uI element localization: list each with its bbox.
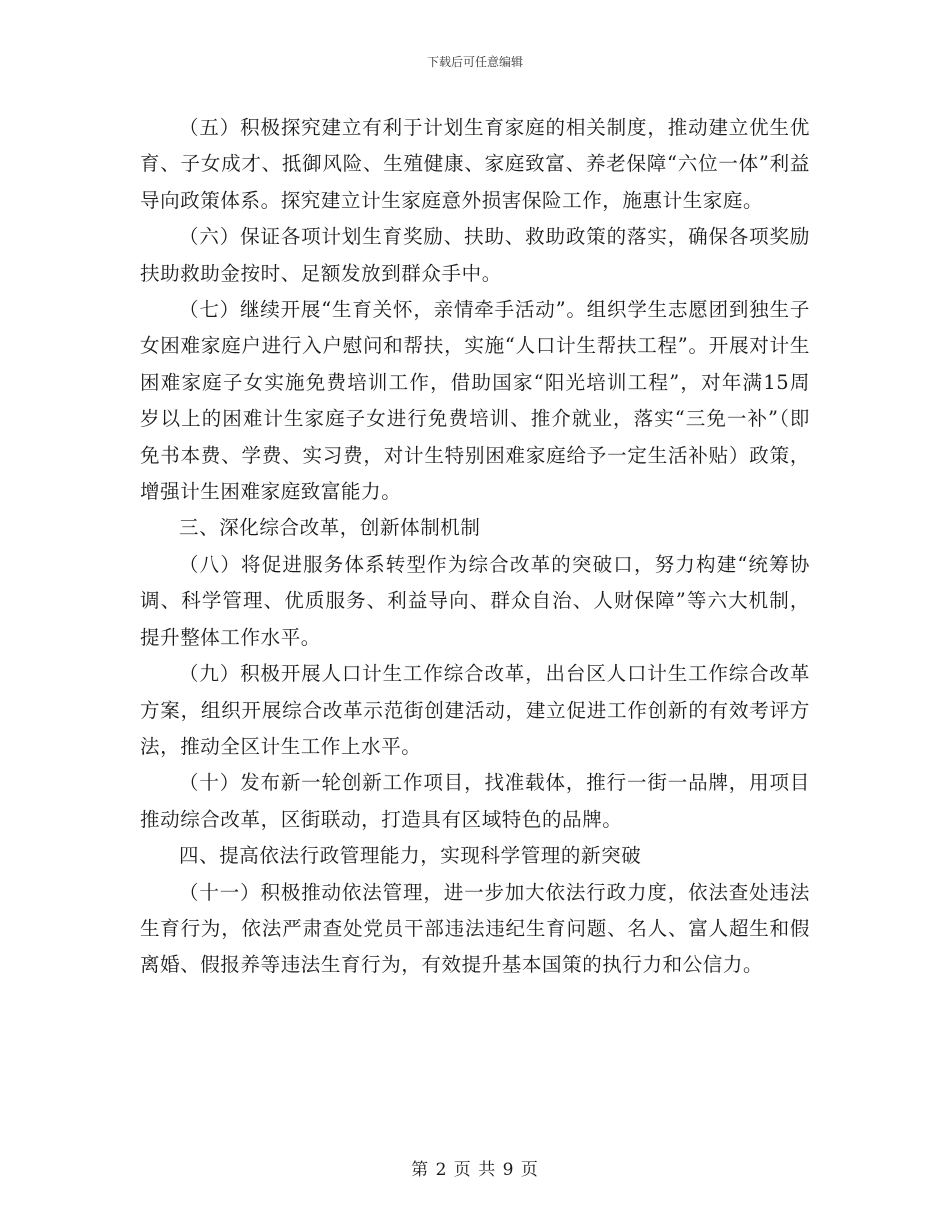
- section-heading-4: 四、提高依法行政管理能力，实现科学管理的新突破: [179, 844, 642, 868]
- paragraph-7: （七）继续开展“生育关怀，亲情牵手活动”。组织学生志愿团到独生子女困难家庭户进行入户慰问和帮扶，实施“人口计生帮扶工程”。开展对计生困难家庭子女实施免费培训工作，借助国家“阳光培训工程”，对年满15周岁以上的困难计生家庭子女进行免费培训、推介就业，落实“三免一补”（即免书本费、学费、实习费，对计生特别困难家庭给予一定生活补贴）政策，增强计生困难家庭致富能力。: [140, 298, 810, 504]
- document-body: [140, 110, 810, 984]
- paragraph-6: （六）保证各项计划生育奖励、扶助、救助政策的落实，确保各项奖励扶助救助金按时、足额发放到群众手中。: [140, 225, 810, 285]
- paragraph-9: （九）积极开展人口计生工作综合改革，出台区人口计生工作综合改革方案，组织开展综合改革示范街创建活动，建立促进工作创新的有效考评方法，推动全区计生工作上水平。: [140, 662, 810, 758]
- paragraph-8: （八）将促进服务体系转型作为综合改革的突破口，努力构建“统筹协调、科学管理、优质服务、利益导向、群众自治、人财保障”等六大机制，提升整体工作水平。: [140, 552, 810, 649]
- paragraph-5: （五）积极探究建立有利于计划生育家庭的相关制度，推动建立优生优育、子女成才、抵御风险、生殖健康、家庭致富、养老保障“六位一体”利益导向政策体系。探究建立计生家庭意外损害保险工作，施惠计生家庭。: [140, 116, 810, 212]
- paragraph-10: （十）发布新一轮创新工作项目，找准载体，推行一街一品牌，用项目推动综合改革，区街联动，打造具有区域特色的品牌。: [140, 771, 810, 831]
- paragraph-11: （十一）积极推动依法管理，进一步加大依法行政力度，依法查处违法生育行为，依法严肃查处党员干部违法违纪生育问题、名人、富人超生和假离婚、假报养等违法生育行为，有效提升基本国策的执行力和公信力。: [140, 880, 810, 977]
- section-heading-3: 三、深化综合改革，创新体制机制: [179, 516, 481, 540]
- page-number: 第 2 页 共 9 页: [411, 1160, 539, 1180]
- page-header: 下载后可任意编辑: [426, 55, 523, 69]
